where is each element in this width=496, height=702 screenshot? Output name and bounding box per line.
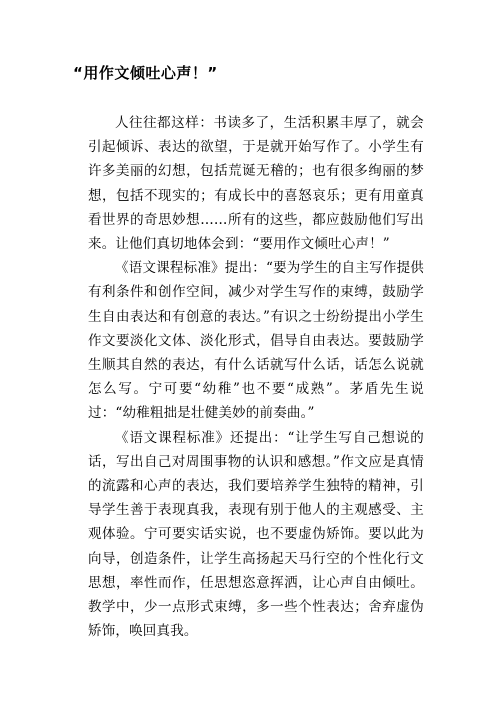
paragraph-3: 《语文课程标准》还提出：“让学生写自己想说的话，写出自己对周围事物的认识和感想。”作文应是真情的流露和心声的表达，我们要培养学生独特的精神，引导学生善于表现真我，表现有别于他人的主观感受、主观体验。宁可要实话实说，也不要虚伪矫饰。要以此为向导，创造条件，让学生高扬起天马行空的个性化行文思想，率性而作，任思想恣意挥洒，让心声自由倾吐。教学中，少一点形式束缚，多一些个性表达；舍弃虚伪矫饰，唤回真我。 bbox=[88, 429, 424, 640]
document-body bbox=[88, 111, 424, 643]
paragraph-2: 《语文课程标准》提出：“要为学生的自主写作提供有利条件和创作空间，减少对学生写作的束缚，鼓励学生自由表达和有创意的表达。”有识之士纷纷提出小学生作文要淡化文体、淡化形式，倡导自由表达。要鼓励学生顺其自然的表达，有什么话就写什么话，话怎么说就怎么写。宁可要“幼稚”也不要“成熟”。茅盾先生说过：“幼稚粗拙是壮健美妙的前奏曲。” bbox=[88, 260, 424, 422]
paragraph-1: 人往往都这样：书读多了，生活积累丰厚了，就会引起倾诉、表达的欲望，于是就开始写作了。小学生有许多美丽的幻想，包括荒诞无稽的；也有很多绚丽的梦想，包括不现实的；有成长中的喜怒哀乐；更有用童真看世界的奇思妙想……所有的这些，都应鼓励他们写出来。让他们真切地体会到：“要用作文倾吐心声！” bbox=[88, 115, 424, 253]
document-title: “用作文倾吐心声！” bbox=[73, 64, 218, 82]
